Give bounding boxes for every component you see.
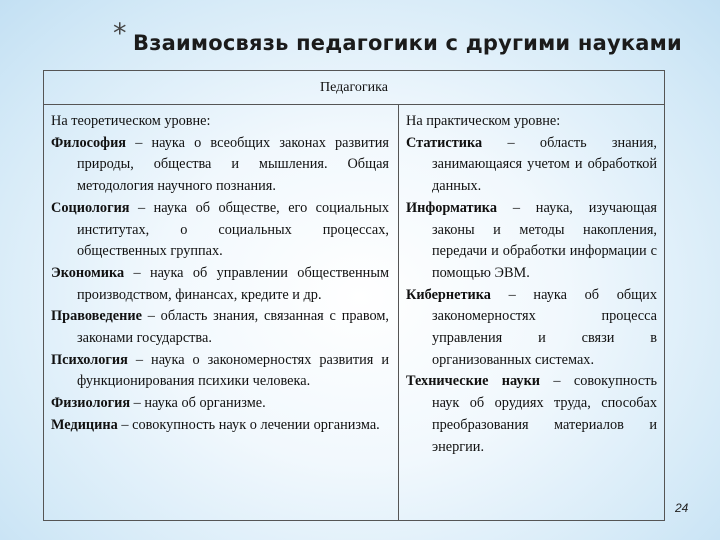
entry-text: – наука о всеобщих законах развития природы, общества и мышления. Общая методология научного познания. xyxy=(77,134,390,195)
entry-philosophy xyxy=(51,133,389,198)
entry-medicine xyxy=(51,415,389,437)
entry-physiology xyxy=(51,393,389,415)
entry-text: – совокупность наук о лечении организма. xyxy=(121,416,380,433)
entry-term: Философия xyxy=(51,134,127,151)
entry-psychology xyxy=(51,350,389,393)
theoretical-level-heading: На теоретическом уровне: xyxy=(51,113,211,129)
entry-economics xyxy=(51,263,389,306)
entry-sociology xyxy=(51,198,389,263)
entry-term: Социология xyxy=(51,199,130,216)
slide-title: Взаимосвязь педагогики с другими науками xyxy=(133,31,682,55)
entry-law xyxy=(51,306,389,349)
entry-text: – область знания, связанная с правом, законами государства. xyxy=(77,308,389,347)
table-header: Педагогика xyxy=(44,71,664,105)
entry-term: Правоведение xyxy=(51,308,142,325)
entry-text: – наука об управлении общественным производством, финансах, кредите и др. xyxy=(77,264,389,303)
title-bullet-icon: * xyxy=(113,18,127,49)
entry-informatics xyxy=(406,198,657,285)
entry-cybernetics xyxy=(406,285,657,372)
entry-term: Статистика xyxy=(406,134,483,151)
practical-level-heading: На практическом уровне: xyxy=(406,113,561,129)
entry-term: Технические науки xyxy=(406,373,541,390)
entry-text: – наука, изучающая законы и методы накопления, передачи и обработки информации с помощью ЭВМ. xyxy=(432,199,657,281)
entry-text: – наука об обществе, его социальных институтах, о социальных процессах, общественных группах. xyxy=(77,199,389,260)
entry-text: – область знания, занимающаяся учетом и обработкой данных. xyxy=(432,134,657,195)
entry-term: Физиология xyxy=(51,395,131,412)
sciences-table xyxy=(43,70,665,521)
entry-technical-sciences xyxy=(406,371,657,458)
entry-term: Психология xyxy=(51,351,128,368)
entry-text: – совокупность наук об орудиях труда, способах преобразования материалов и энергии. xyxy=(432,373,657,455)
entry-term: Медицина xyxy=(51,416,118,433)
column-divider xyxy=(398,104,399,520)
entry-statistics xyxy=(406,133,657,198)
practical-column xyxy=(406,111,657,458)
page-number: 24 xyxy=(675,501,689,515)
entry-text: – наука о закономерностях развития и функционирования психики человека. xyxy=(77,351,390,390)
theoretical-column xyxy=(51,111,389,437)
entry-text: – наука об общих закономерностях процесса управления и связи в организованных системах. xyxy=(432,286,657,368)
entry-term: Информатика xyxy=(406,199,497,216)
entry-text: – наука об организме. xyxy=(133,395,266,412)
entry-term: Кибернетика xyxy=(406,286,491,303)
entry-term: Экономика xyxy=(51,264,125,281)
